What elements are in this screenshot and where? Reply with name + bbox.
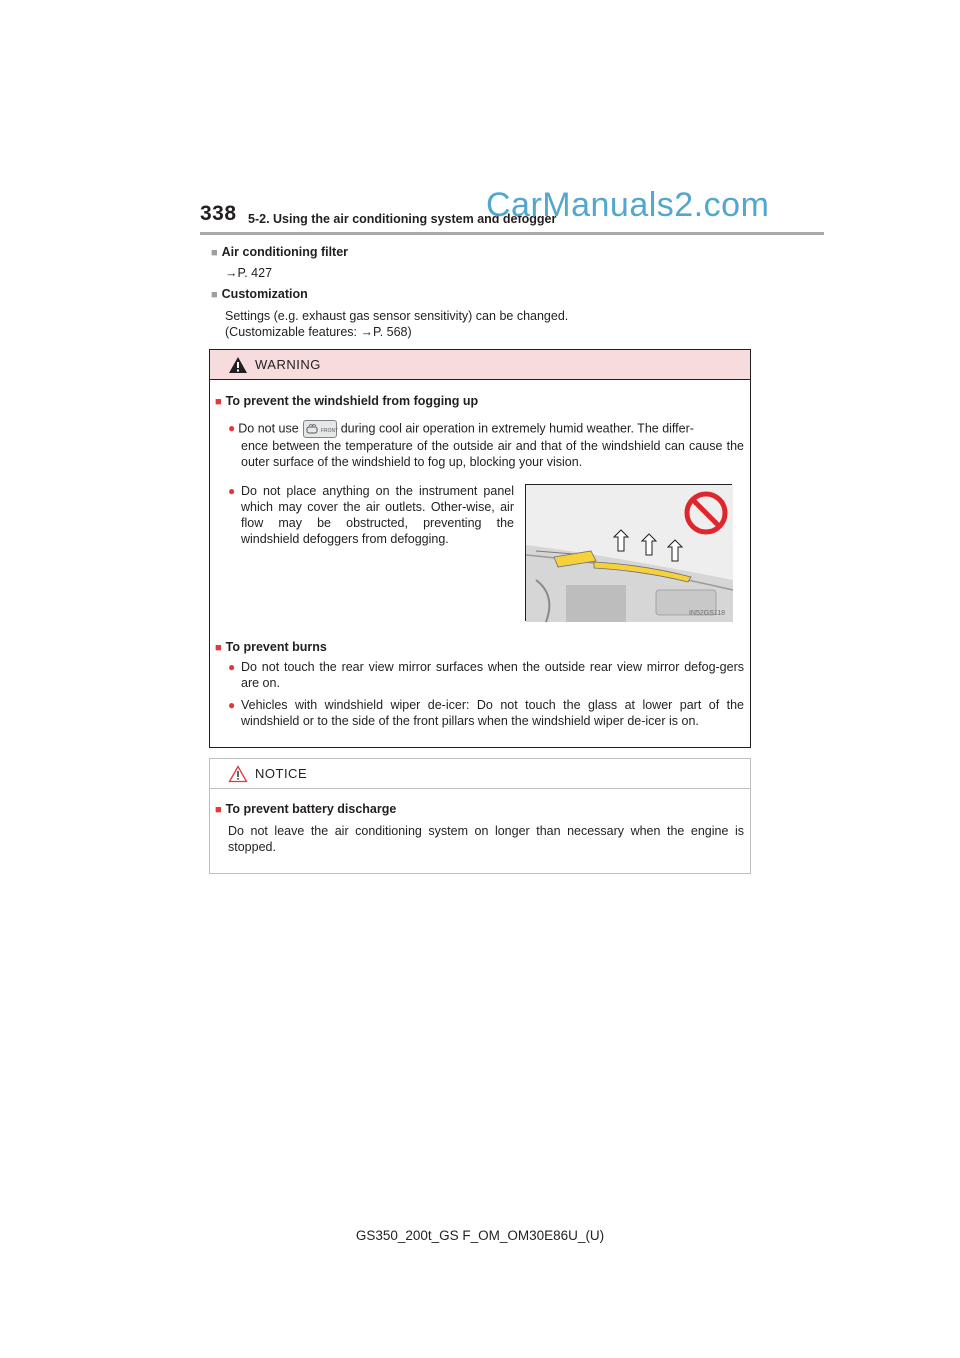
square-bullet-icon: ■ xyxy=(211,289,218,301)
fog-item-1: ● Do not use FRONT during cool air operation in extremely humid weather. The differ- ence between the temperature of the outside air and that of the windshield can cause the outer surface of the windshield to fog up, blocking your vision. xyxy=(228,421,744,469)
fog-item-2: ● Do not place anything on the instrument panel which may cover the air outlets. Other-wise, air flow may be obstructed, preventing the windshield defoggers from defogging. xyxy=(228,484,514,546)
battery-heading: ■ To prevent battery discharge xyxy=(215,802,397,816)
notice-title: NOTICE xyxy=(255,766,308,781)
header-rule xyxy=(200,232,824,235)
front-defogger-button-icon xyxy=(303,420,337,438)
notice-title-bar xyxy=(210,759,750,789)
air-filter-heading: ■ Air conditioning filter xyxy=(211,245,349,259)
dashboard-drawing xyxy=(526,485,733,622)
page-number: 338 xyxy=(200,202,237,225)
svg-text:FRONT: FRONT xyxy=(320,428,338,434)
round-bullet-icon: ● xyxy=(228,421,236,436)
square-bullet-icon: ■ xyxy=(215,804,222,816)
round-bullet-icon: ● xyxy=(228,484,236,498)
warning-triangle-icon xyxy=(228,356,248,374)
round-bullet-icon: ● xyxy=(228,660,236,674)
page-header xyxy=(0,186,960,240)
fog-heading: ■ To prevent the windshield from fogging up xyxy=(215,394,479,408)
square-bullet-icon: ■ xyxy=(211,247,218,259)
air-filter-ref: →P. 427 xyxy=(225,266,273,280)
square-bullet-icon: ■ xyxy=(215,396,222,408)
customization-line1: Settings (e.g. exhaust gas sensor sensitivity) can be changed. xyxy=(225,309,569,323)
burns-heading: ■ To prevent burns xyxy=(215,640,327,654)
customization-line2: (Customizable features: →P. 568) xyxy=(225,325,412,339)
dashboard-illustration xyxy=(525,484,732,621)
warning-title: WARNING xyxy=(255,357,321,372)
battery-text: Do not leave the air conditioning system on longer than necessary when the engine is stopped. xyxy=(228,824,744,854)
watermark: CarManuals2.com xyxy=(486,186,770,224)
warning-title-bar xyxy=(210,350,750,380)
customization-heading: ■ Customization xyxy=(211,287,308,301)
burns-item-1: ● Do not touch the rear view mirror surfaces when the outside rear view mirror defog-gers are on. xyxy=(228,660,744,690)
burns-item-2: ● Vehicles with windshield wiper de-icer: Do not touch the glass at lower part of the windshield or to the side of the front pillars when the windshield wiper de-icer is on. xyxy=(228,698,744,728)
illustration-code: IN52GS118 xyxy=(688,610,725,617)
square-bullet-icon: ■ xyxy=(215,642,222,654)
warning-triangle-icon xyxy=(228,765,248,783)
notice-box xyxy=(209,758,751,874)
footer-code: GS350_200t_GS F_OM_OM30E86U_(U) xyxy=(355,1228,605,1243)
round-bullet-icon: ● xyxy=(228,698,236,712)
section-title: 5-2. Using the air conditioning system and defogger xyxy=(248,212,557,226)
